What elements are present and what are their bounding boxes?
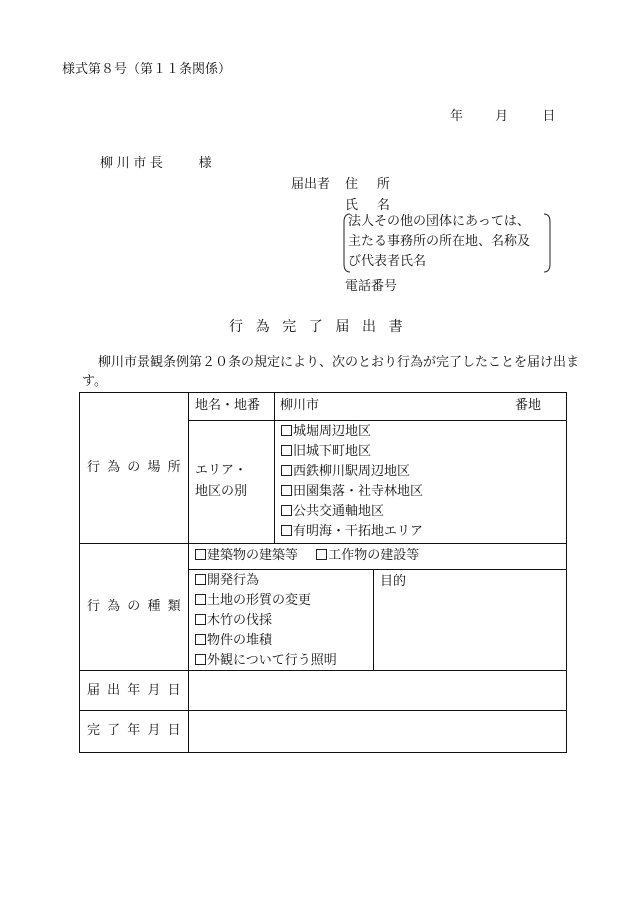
area-option-label: 田園集落・社寺林地区 — [293, 484, 424, 499]
checkbox[interactable] — [195, 634, 206, 645]
kind-option[interactable] — [195, 548, 298, 563]
intro-text-body: 柳川市景観条例第２０条の規定により、次のとおり行為が完了したことを届け出ます。 — [82, 355, 580, 389]
area-label: エリア・ — [195, 463, 248, 478]
corporation-note — [343, 212, 551, 272]
area-option[interactable] — [281, 462, 423, 482]
form-number: 様式第８号（第１１条関係） — [62, 62, 232, 77]
corporation-note-line: び代表者氏名 — [348, 254, 427, 269]
checkbox[interactable] — [195, 654, 206, 665]
area-checkbox-list — [281, 422, 423, 542]
checkbox[interactable] — [316, 549, 327, 560]
completion-date-label: 完了年月日 — [87, 723, 188, 738]
addressee — [100, 152, 215, 171]
date-fields — [450, 105, 555, 124]
notification-table — [79, 392, 567, 753]
checkbox[interactable] — [195, 594, 206, 605]
table-rule — [188, 392, 189, 753]
area-option[interactable] — [281, 522, 423, 542]
addressee-name: 柳川市長 — [100, 156, 167, 171]
table-border — [79, 392, 80, 753]
addressee-honorific: 様 — [198, 156, 216, 171]
address-label: 住所 — [345, 177, 409, 192]
kind-option[interactable] — [195, 571, 337, 591]
table-rule — [188, 420, 567, 421]
area-option-label: 城堀周辺地区 — [293, 424, 372, 439]
area-option[interactable] — [281, 422, 423, 442]
city-name: 柳川市 — [280, 398, 320, 413]
purpose-label: 目的 — [380, 574, 407, 589]
checkbox[interactable] — [281, 485, 292, 496]
area-option-label: 公共交通軸地区 — [293, 504, 385, 519]
area-option-label: 西鉄柳川駅周辺地区 — [293, 464, 411, 479]
document-title: 行為完了届出書 — [229, 319, 416, 335]
date-month-label: 月 — [495, 109, 509, 124]
kind-option-label: 木竹の伐採 — [207, 613, 273, 628]
checkbox[interactable] — [281, 465, 292, 476]
kind-option[interactable] — [195, 631, 337, 651]
kind-checkbox-list — [195, 571, 337, 671]
location-row-label: 行為の場所 — [87, 460, 188, 475]
checkbox[interactable] — [195, 614, 206, 625]
kind-option-label: 開発行為 — [207, 573, 260, 588]
checkbox[interactable] — [281, 425, 292, 436]
area-option[interactable] — [281, 482, 423, 502]
kind-option[interactable] — [195, 611, 337, 631]
phone-label: 電話番号 — [345, 279, 398, 294]
notifier-label: 届出者 — [291, 177, 331, 192]
kind-row-label: 行為の種類 — [87, 599, 188, 614]
notification-date-label: 届出年月日 — [87, 683, 188, 698]
kind-option[interactable] — [195, 591, 337, 611]
area-option[interactable] — [281, 442, 423, 462]
lot-suffix: 番地 — [515, 398, 542, 413]
area-option-label: 有明海・干拓地エリア — [293, 524, 424, 539]
name-label: 氏名 — [345, 198, 409, 213]
kind-option[interactable] — [195, 651, 337, 671]
table-border — [79, 752, 567, 753]
kind-option-label: 外観について行う照明 — [207, 653, 337, 668]
table-border — [566, 392, 567, 753]
area-option[interactable] — [281, 502, 423, 522]
table-rule — [373, 569, 374, 671]
checkbox[interactable] — [281, 505, 292, 516]
kind-option-label: 工作物の建設等 — [328, 548, 420, 563]
area-option-label: 旧城下町地区 — [293, 444, 372, 459]
table-border — [79, 392, 567, 393]
kind-option-label: 物件の堆積 — [207, 633, 273, 648]
kind-option-label: 土地の形質の変更 — [207, 593, 312, 608]
table-rule — [274, 392, 275, 544]
kind-option-label: 建築物の建築等 — [207, 548, 299, 563]
checkbox[interactable] — [195, 574, 206, 585]
area-label: 地区の別 — [195, 484, 248, 499]
kind-top-options — [195, 547, 419, 565]
corporation-note-line: 法人その他の団体にあっては、 — [348, 214, 530, 229]
kind-option[interactable] — [316, 548, 419, 563]
checkbox[interactable] — [281, 445, 292, 456]
date-year-label: 年 — [450, 109, 464, 124]
table-rule — [79, 543, 567, 544]
table-rule — [79, 710, 567, 711]
date-day-label: 日 — [542, 109, 556, 124]
table-rule — [188, 569, 567, 570]
lot-label: 地名・地番 — [195, 398, 261, 413]
corporation-note-line: 主たる事務所の所在地、名称及 — [348, 234, 531, 249]
checkbox[interactable] — [281, 525, 292, 536]
intro-text — [82, 353, 582, 391]
checkbox[interactable] — [195, 549, 206, 560]
